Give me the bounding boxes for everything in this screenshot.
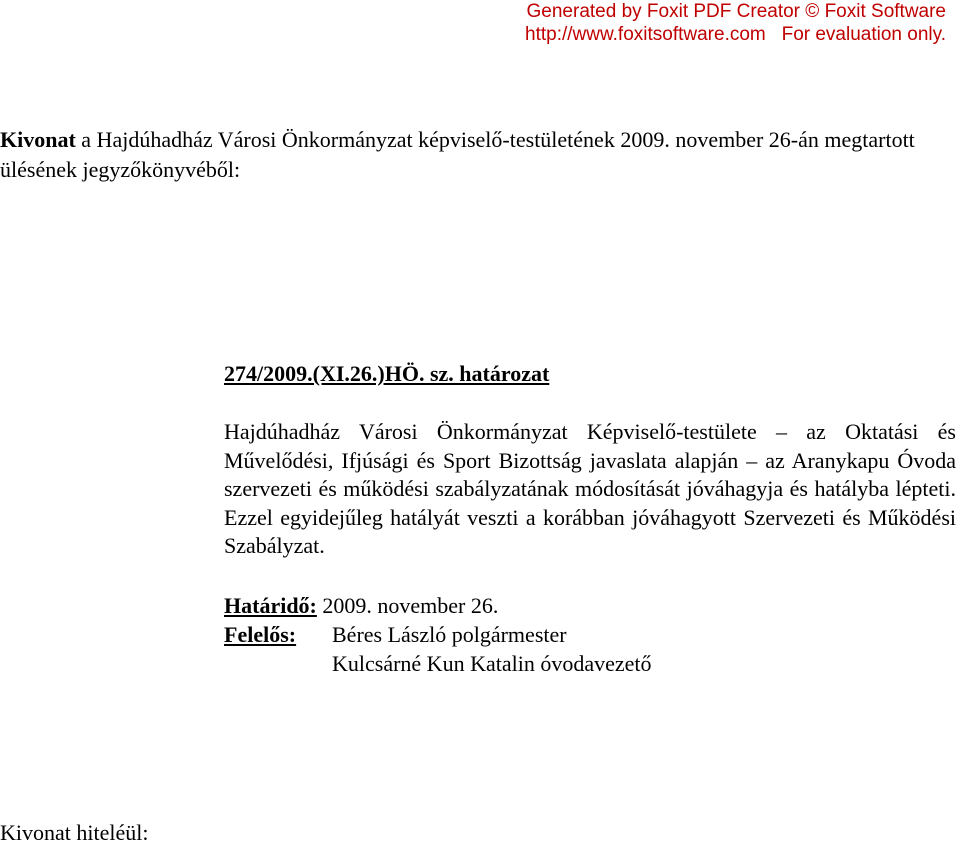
deadline-line xyxy=(224,591,498,621)
responsible-line xyxy=(224,620,567,650)
resolution-body: Hajdúhadház Városi Önkormányzat Képviselő-testülete – az Oktatási és Művelődési, Ifjúsági és Sport Bizottság javaslata alapján – az Aranykapu Óvoda szervezeti és működési szabályzatának módosítását jóváhagyja és hatályba lépteti. Ezzel egyidejűleg hatályát veszti a korábban jóváhagyott Szervezeti és Működési Szabályzat. xyxy=(224,419,956,558)
responsible-person-1: Béres László polgármester xyxy=(332,622,567,647)
responsible-label: Felelős: xyxy=(224,622,297,647)
deadline-value: 2009. november 26. xyxy=(316,593,499,618)
deadline-label: Határidő: xyxy=(224,593,317,618)
resolution-title: 274/2009.(XI.26.)HÖ. sz. határozat xyxy=(224,361,550,386)
watermark-line-2: http://www.foxitsoftware.com For evaluation only. xyxy=(525,24,946,45)
responsible-person-2: Kulcsárné Kun Katalin óvodavezető xyxy=(332,651,652,676)
excerpt-lead-word: Kivonat xyxy=(0,127,76,152)
excerpt-intro xyxy=(0,125,950,185)
excerpt-intro-text: a Hajdúhadház Városi Önkormányzat képviselő-testületének 2009. november 26-án megtartott ülésének jegyzőkönyvéből: xyxy=(0,127,915,182)
foxit-watermark xyxy=(525,0,946,46)
watermark-line-1: Generated by Foxit PDF Creator © Foxit Software xyxy=(526,1,946,22)
certification-footer: Kivonat hiteléül: xyxy=(0,820,149,845)
